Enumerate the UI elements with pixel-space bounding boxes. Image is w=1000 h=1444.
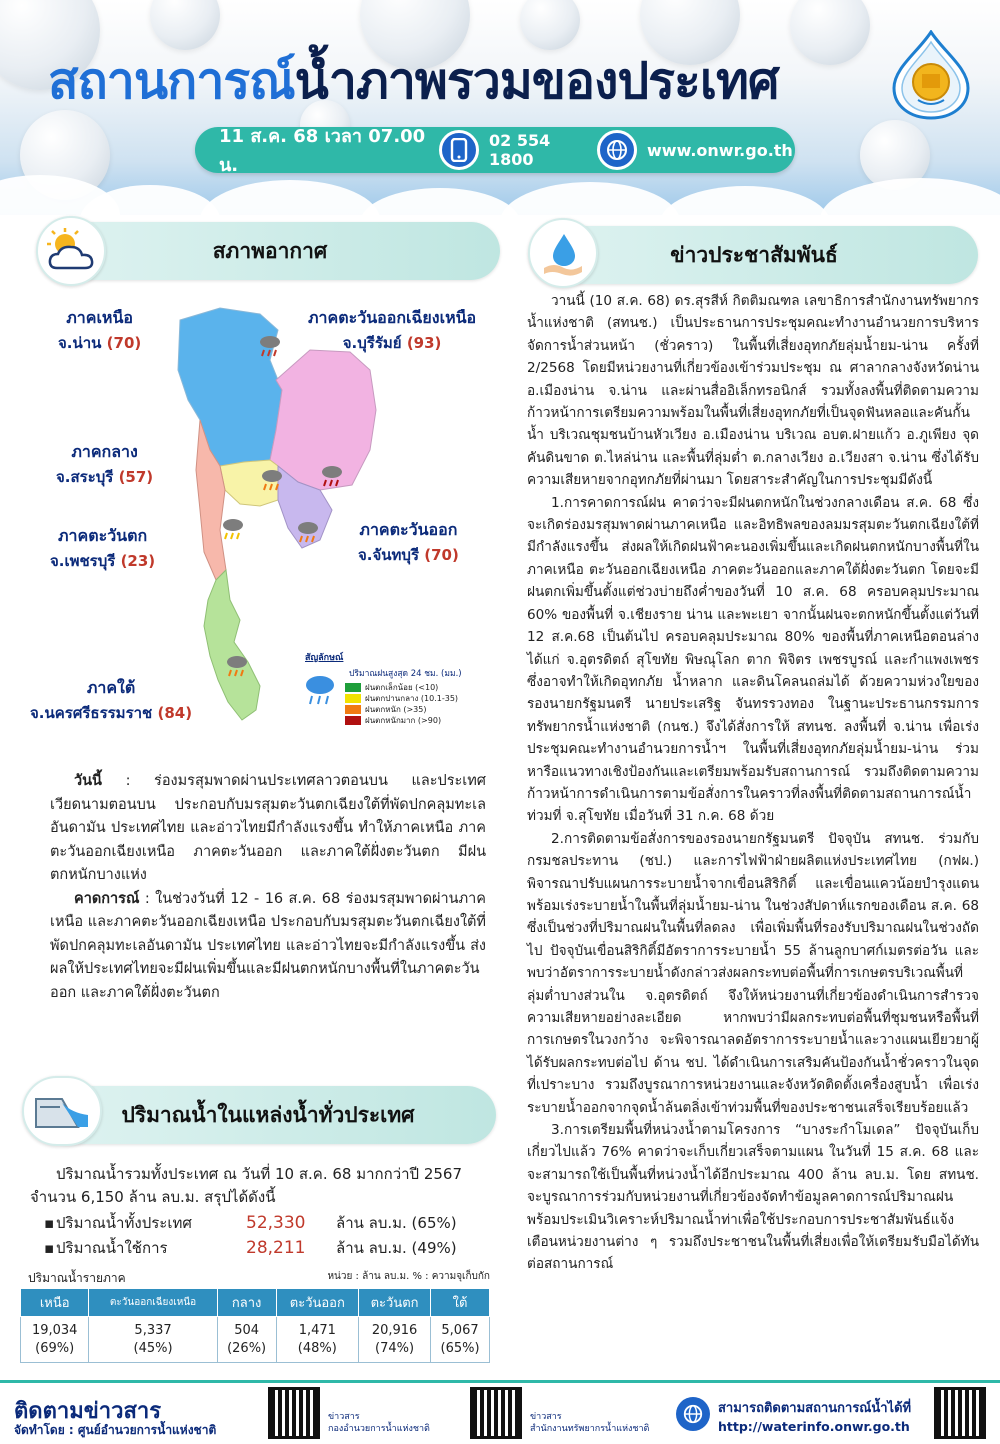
water-drop-hand-icon [538,228,588,278]
legend-title: สัญลักษณ์ [305,653,344,663]
footer-title: ติดตามข่าวสาร [14,1399,162,1424]
water-heading: ปริมาณน้ำในแหล่งน้ำทั่วประเทศ [121,1102,415,1127]
region-rain-value: (93) [406,334,442,352]
region-province: จ.จันทบุรี [358,546,419,564]
table-header: ใต้ [431,1289,490,1317]
table-header-row [21,1289,490,1317]
region-province: จ.น่าน [58,334,102,352]
table-cell: 5,067 (65%) [431,1317,490,1363]
news-paragraph-4: 3.การเตรียมพื้นที่หน่วงน้ำตามโครงการ “บางระกำโมเดล” ปัจจุบันเก็บเกี่ยวไปแล้ว 76% คาดว่าจะเก็บเกี่ยวเสร็จตามแผน ในวันที่ 15 ส.ค. 68 และจะสามารถใช้เป็นพื้นที่หน่วงน้ำได้อีกประมาณ 400 ล้าน ลบ.ม. โดย สทนช. จะบูรณาการร่วมกับหน่วยงานที่เกี่ยวข้องจัดทำข้อมูลคาดการณ์ปริมาณฝน พร้อมประเมินวิเคราะห์ปริมาณน้ำท่าเพื่อใช้ประกอบการประชาสัมพันธ์แจ้งเตือนหน่วยงานต่าง ๆ รวมถึงประชาชนในพื้นที่เสี่ยงเพื่อให้เตรียมรับมือได้ทันต่อสถานการณ์ [527,1122,979,1273]
dam-icon [32,1089,92,1133]
regional-water-table [20,1288,490,1363]
region-label-northeast [308,306,476,355]
table-header: กลาง [217,1289,276,1317]
table-unit: หน่วย : ล้าน ลบ.ม. % : ความจุเก็บกัก [327,1271,490,1282]
rain-marker-west [223,519,243,539]
legend-swatch [345,683,361,692]
bullet-unit: ล้าน ลบ.ม. (65%) [336,1214,457,1232]
decor-cloud [360,188,520,215]
decor-cloud [500,182,680,215]
water-bullet [30,1236,490,1261]
bullet-value: 52,330 [246,1213,306,1233]
legend-item [345,715,462,726]
region-name: ภาคกลาง [71,442,138,461]
forecast-paragraph [50,888,486,1006]
news-body [527,290,979,1276]
globe-icon [597,130,637,170]
table-header: ตะวันออกเฉียงเหนือ [89,1289,217,1317]
water-bullet [30,1211,490,1236]
decor-bubble [790,0,870,65]
table-caption: ปริมาณน้ำรายภาค [28,1271,126,1285]
footer-cta: สามารถติดตามสถานการณ์น้ำได้ที่ [718,1401,912,1416]
today-text: : ร่องมรสุมพาดผ่านประเทศลาวตอนบน และประเทศเวียดนามตอนบน ประกอบกับมรสุมตะวันตกเฉียงใต้ที่พัดปกคลุมทะเลอันดามัน ประเทศไทย และอ่าวไทยมีกำลังแรงขึ้น ทำให้ภาคเหนือ ภาคตะวันออกเฉียงเหนือ ภาคตะวันออก และภาคใต้ฝั่งตะวันตก มีฝนตกหนักบางแห่ง [50,773,486,883]
page-title [48,42,779,121]
legend-swatch [345,705,361,714]
decor-cloud [820,178,1000,215]
logo-emblem-icon [888,30,974,120]
table-row [21,1317,490,1363]
table-cell: 1,471 (48%) [276,1317,359,1363]
report-date: 11 ส.ค. 68 เวลา 07.00 น. [219,126,426,176]
phone-number[interactable]: 02 554 1800 [489,131,551,169]
region-label-west [50,524,155,573]
table-cell: 20,916 (74%) [359,1317,431,1363]
water-summary: ปริมาณน้ำรวมทั้งประเทศ ณ วันที่ 10 ส.ค. 68 มากกว่าปี 2567 จำนวน 6,150 ล้าน ลบ.ม. สรุปได้ดังนี้ [30,1165,463,1206]
water-section-icon-holder [22,1076,102,1146]
qr2-label: ข่าวสาร สำนักงานทรัพยากรน้ำแห่งชาติ [530,1412,650,1434]
region-province: จ.สระบุรี [56,468,114,486]
legend-label: ฝนตกปานกลาง (10.1-35) [365,694,459,703]
region-label-east [358,518,459,567]
rain-marker-north [260,336,280,356]
qr1-label: ข่าวสาร กองอำนวยการน้ำแห่งชาติ [328,1412,430,1434]
region-province: จ.นครศรีธรรมราช [30,704,153,722]
weather-section-icon-holder [36,216,106,286]
weather-description [50,770,486,1005]
thailand-rain-map [20,290,500,760]
news-paragraph-2: 1.การคาดการณ์ฝน คาดว่าจะมีฝนตกหนักในช่วงกลางเดือน ส.ค. 68 ซึ่งจะเกิดร่องมรสุมพาดผ่านภาคเหนือ และอิทธิพลของลมมรสุมตะวันตกเฉียงใต้ที่มีกำลังแรงขึ้น ส่งผลให้เกิดฝนฟ้าคะนองเพิ่มขึ้นและเกิดฝนตกหนักบางพื้นที่ในภาคเหนือ ตะวันออกเฉียงเหนือ ภาคตะวันออกและภาคใต้ฝั่งตะวันตก โดยจะมีฝนตกเพิ่มขึ้นตั้งแต่ช่วงบ่ายถึงค่ำของวันที่ 10 ส.ค. 68 ครอบคลุมประมาณ 60% ของพื้นที่ จ.เชียงราย น่าน และพะเยา จากนั้นฝนจะตกหนักขึ้นตั้งแต่วันที่ 12 ส.ค.68 เป็นต้นไป ครอบคลุมประมาณ 80% ของพื้นที่ภาคเหนือตอนล่าง ได้แก่ จ.อุตรดิตถ์ สุโขทัย พิษณุโลก ตาก พิจิตร เพชรบูรณ์ และกำแพงเพชร ซึ่งอาจทำให้เกิดอุทกภัย น้ำหลาก และดินโคลนถล่มได้ ด้วยความห่วงใยของรองนายกรัฐมนตรี นายประเสริฐ จันทรรวงทอง ในฐานะประธานกรรมการทรัพยากรน้ำแห่งชาติ (กนช.) จึงได้สั่งการให้ สทนช. ลงพื้นที่ จ.น่าน เพื่อเร่งประชุมคณะทำงานอำนวยการน้ำฯ ในพื้นที่เสี่ยงอุทกภัยลุ่มน้ำยม-น่าน ร่วมหารือแนวทางเชิงป้องกันและเตรียมพร้อมรับสถานการณ์ รวมถึงติดตามความก้าวหน้าการดำเนินการตามข้อสั่งการในคราวที่ลงพื้นที่ติดตามสถานการณ์น้ำท่วมที่ จ.สุโขทัย เมื่อวันที่ 31 ก.ค. 68 ด้วย [527,494,979,825]
qr-code-icon[interactable] [934,1387,986,1439]
website-link[interactable]: www.onwr.go.th [647,140,793,160]
region-name: ภาคตะวันออกเฉียงเหนือ [308,308,477,327]
qr-code-icon[interactable] [268,1387,320,1439]
water-heading-bar [40,1086,496,1144]
footer-globe-icon [676,1397,710,1431]
news-paragraph-1: วานนี้ (10 ส.ค. 68) ดร.สุรสีห์ กิตติมณฑล เลขาธิการสำนักงานทรัพยากรน้ำแห่งชาติ (สทนช.) เป็นประธานการประชุมคณะทำงานอำนวยการบริหารจัดการน้ำส่วนหน้า (ชั่วคราว) ในพื้นที่เสี่ยงอุทกภัยลุ่มน้ำยม-น่าน ครั้งที่ 2/2568 โดยมีหน่วยงานที่เกี่ยวข้องเข้าร่วมประชุม ณ ศาลากลางจังหวัดน่าน อ.เมืองน่าน จ.น่าน และผ่านสื่ออิเล็กทรอนิกส์ รวมทั้งลงพื้นที่ติดตามความก้าวหน้าการเตรียมความพร้อมในพื้นที่เสี่ยงอุทกภัยที่เป็นจุดฟันหลอและคันกั้นน้ำ บริเวณชุมชนบ้านหัวเวียง อ.เมืองน่าน บริเวณ อบต.ฝายแก้ว อ.ภูเพียง จุดคันดินขาด ต.ไหล่น่าน และพื้นที่ลุ่มต่ำ ต.กลางเวียง อ.เวียงสา จ.น่าน ซึ่งได้รับความเสียหายจากอุทกภัยที่ผ่านมา โดยสาระสำคัญในการประชุมมีดังนี้ [527,293,979,489]
legend-subtitle: ปริมาณฝนสูงสุด 24 ชม. (มม.) [349,669,462,679]
table-header: เหนือ [21,1289,89,1317]
today-label: วันนี้ [74,773,102,789]
decor-cloud [200,180,380,215]
title-part-2: น้ำภาพรวมของประเทศ [294,52,779,110]
news-paragraph-3: 2.การติดตามข้อสั่งการของรองนายกรัฐมนตรี ปัจจุบัน สทนช. ร่วมกับกรมชลประทาน (ชป.) และการไฟฟ้าฝ่ายผลิตแห่งประเทศไทย (กฟผ.) พิจารณาปรับแผนการระบายน้ำจากเขื่อนสิริกิติ์ และเขื่อนแควน้อยบำรุงแดน พร้อมเร่งระบายน้ำในพื้นที่ลุ่มน้ำยม-น่าน ในช่วงสัปดาห์แรกของเดือน ส.ค. 68 ซึ่งเป็นช่วงที่ปริมาณฝนในพื้นที่ลดลง เพื่อเพิ่มพื้นที่รองรับปริมาณฝนในช่วงถัดไป ปัจจุบันเขื่อนสิริกิติ์มีอัตราการระบายน้ำ 55 ล้านลูกบาศก์เมตรต่อวัน และพบว่าอัตราการระบายน้ำดังกล่าวส่งผลกระทบต่อพื้นที่การเกษตรบริเวณพื้นที่ลุ่มต่ำบางส่วนใน จ.อุตรดิตถ์ จึงให้หน่วยงานที่เกี่ยวข้องดำเนินการสำรวจความเสียหายอย่างละเอียด หากพบว่ามีผลกระทบต่อพื้นที่ชุมชนหรือพื้นที่การเกษตรในวงกว้าง จะพิจารณาลดอัตราการระบายน้ำและวางแผนเยียวยาผู้ได้รับผลกระทบต่อไป ด้าน ชป. ได้ดำเนินการเสริมคันป้องกันน้ำชั่วคราวในจุดที่เปราะบาง รวมถึงบูรณาการหน่วยงานและจังหวัดติดตั้งเครื่องสูบน้ำ เพื่อเร่งระบายน้ำออกจากจุดน้ำล้นตลิ่งเข้าท่วมพื้นที่ของประชาชนเสร็จเรียบร้อยแล้ว [527,830,979,1116]
bullet-unit: ล้าน ลบ.ม. (49%) [336,1239,457,1257]
region-label-north [58,306,141,355]
legend-swatch [345,716,361,725]
weather-heading: สภาพอากาศ [212,238,328,263]
region-rain-value: (70) [106,334,142,352]
news-heading: ข่าวประชาสัมพันธ์ [670,242,838,267]
water-summary-block [30,1163,490,1261]
region-label-south [30,676,192,725]
bullet-label: ปริมาณน้ำใช้การ [56,1239,168,1257]
table-cell: 5,337 (45%) [89,1317,217,1363]
table-header: ตะวันออก [276,1289,359,1317]
footer-producer: จัดทำโดย : ศูนย์อำนวยการน้ำแห่งชาติ [14,1423,217,1437]
legend-label: ฝนตกหนักมาก (>90) [365,716,442,725]
region-rain-value: (84) [157,704,193,722]
bullet-icon: ▪ [44,1214,55,1232]
bullet-label: ปริมาณน้ำทั้งประเทศ [56,1214,192,1232]
region-province: จ.บุรีรัมย์ [342,334,402,352]
region-name: ภาคตะวันออก [359,520,458,539]
region-label-central [56,440,153,489]
region-province: จ.เพชรบุรี [50,552,116,570]
legend-label: ฝนตกเล็กน้อย (<10) [365,683,439,692]
onwr-logo [888,30,974,120]
weather-heading-bar [40,222,500,280]
footer [0,1380,1000,1444]
region-name: ภาคใต้ [86,678,136,697]
sun-cloud-icon [43,226,99,276]
today-paragraph [50,770,486,888]
bullet-icon: ▪ [44,1239,55,1257]
bullet-value: 28,211 [246,1238,306,1258]
legend-swatch [345,694,361,703]
region-rain-value: (23) [120,552,156,570]
forecast-label: คาดการณ์ [74,890,140,907]
title-part-1: สถานการณ์ [48,52,295,110]
table-header: ตะวันตก [359,1289,431,1317]
header-banner [0,0,1000,215]
footer-url[interactable]: http://waterinfo.onwr.go.th [718,1419,910,1434]
region-name: ภาคตะวันตก [57,526,148,545]
qr-code-icon[interactable] [470,1387,522,1439]
info-bar [195,126,795,176]
table-cell: 19,034 (69%) [21,1317,89,1363]
phone-icon [439,130,479,170]
region-rain-value: (57) [118,468,154,486]
region-rain-value: (70) [424,546,459,564]
map-legend [305,650,462,726]
region-name: ภาคเหนือ [66,308,134,327]
decor-cloud [660,186,830,215]
table-cell: 504 (26%) [217,1317,276,1363]
legend-label: ฝนตกหนัก (>35) [365,705,427,714]
table-caption-row [28,1269,490,1288]
forecast-text: : ในช่วงวันที่ 12 - 16 ส.ค. 68 ร่องมรสุมพาดผ่านภาคเหนือ และภาคตะวันออกเฉียงเหนือ ประกอบกับมรสุมตะวันตกเฉียงใต้ที่พัดปกคลุมทะเลอันดามัน ประเทศไทย และอ่าวไทยจะมีกำลังแรงขึ้น ส่งผลให้ประเทศไทยจะมีฝนเพิ่มขึ้นและมีฝนตกหนักบางพื้นที่ในภาคตะวันออก และภาคใต้ฝั่งตะวันตก [50,890,486,1001]
news-section-icon-holder [528,218,598,288]
